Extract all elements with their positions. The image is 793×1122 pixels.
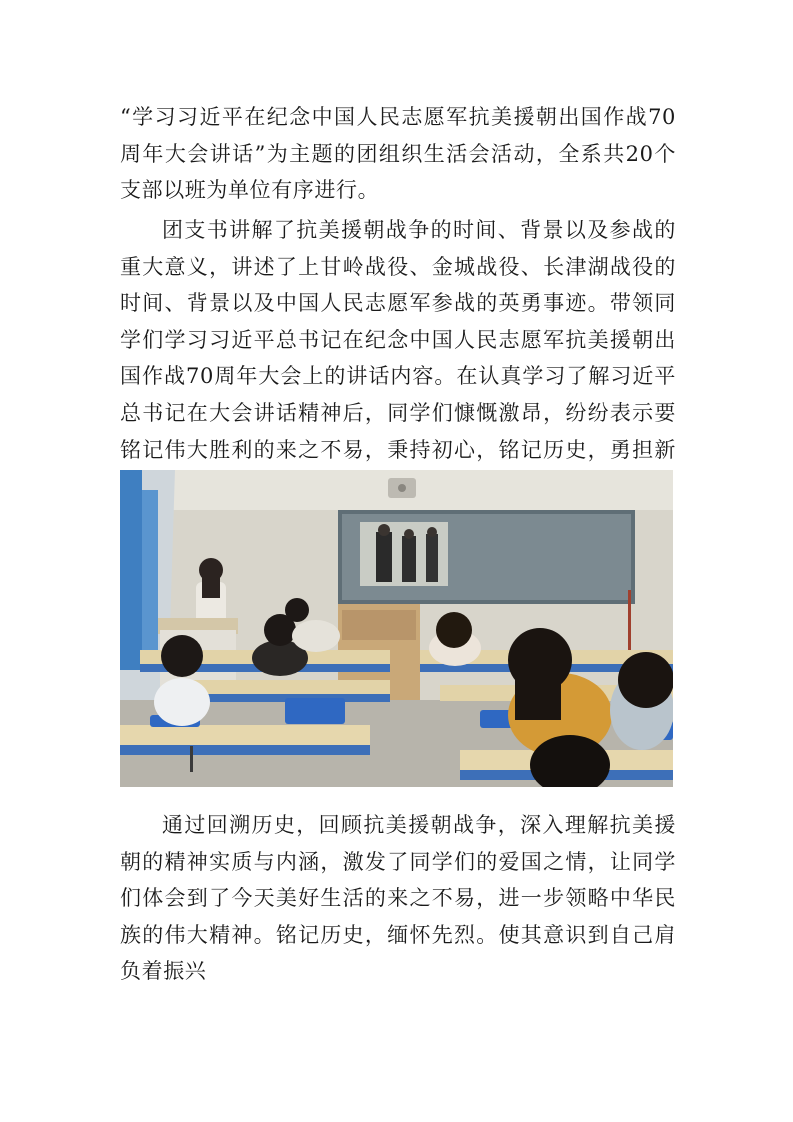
paragraph-reflection: 通过回溯历史，回顾抗美援朝战争，深入理解抗美援朝的精神实质与内涵，激发了同学们的爱国之情，让同学们体会到了今天美好生活的来之不易，进一步领略中华民族的伟大精神。铭记历史，缅怀先烈。使其意识到自己肩负着振兴 — [120, 813, 676, 984]
classroom-photo — [120, 470, 673, 787]
paragraph-lecture: 团支书讲解了抗美援朝战争的时间、背景以及参战的重大意义，讲述了上甘岭战役、金城战役、长津湖战役的时间、背景以及中国人民志愿军参战的英勇事迹。带领同学们学习习近平总书记在纪念中国人民志愿军抗美援朝出国作战70周年大会上的讲话内容。在认真学习了解习近平总书记在大会讲话精神后，同学们慷慨激昂，纷纷表示要铭记伟大胜利的来之不易，秉持初心，铭记历史，勇担新 — [120, 218, 676, 462]
paragraph-intro: “学习习近平在纪念中国人民志愿军抗美援朝出国作战70周年大会讲话”为主题的团组织生活会活动，全系共20个支部以班为单位有序进行。 — [120, 105, 676, 203]
